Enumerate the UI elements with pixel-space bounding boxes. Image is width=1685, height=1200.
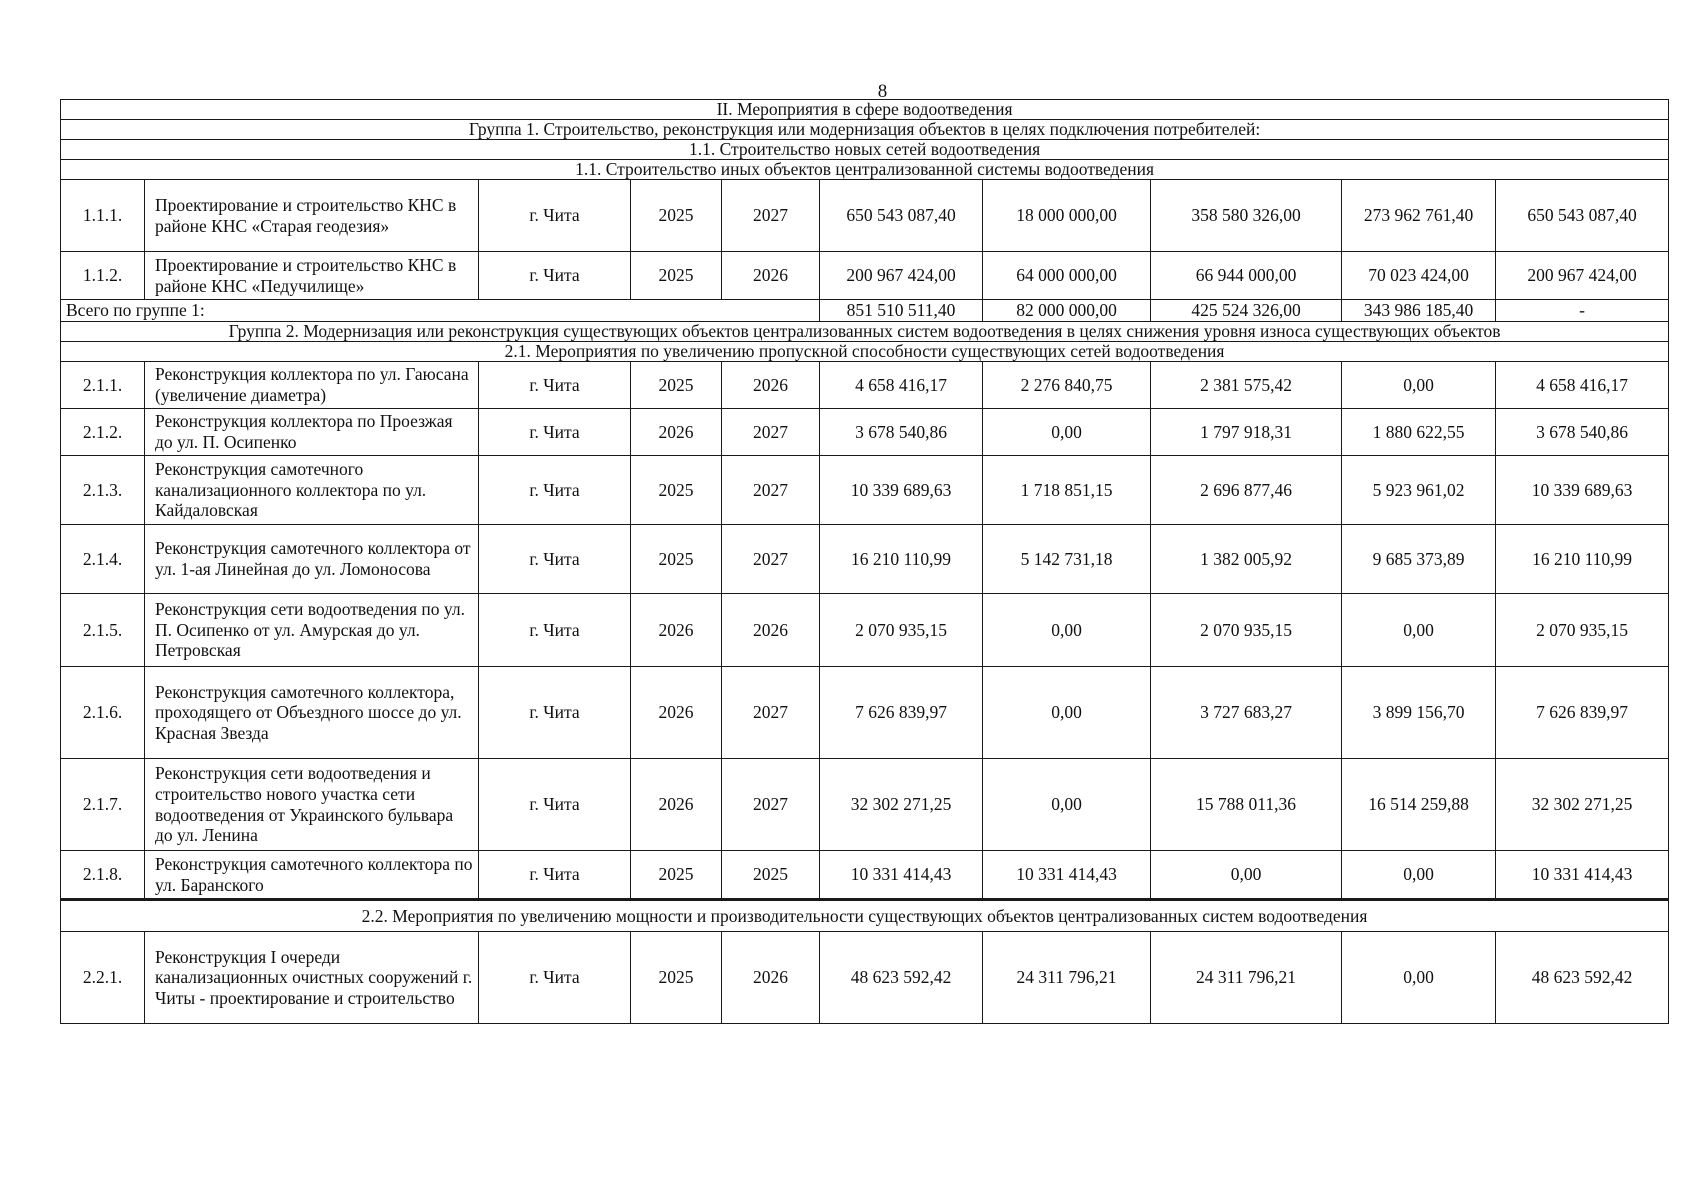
year3-cost: 0,00 — [1342, 851, 1496, 900]
end-year: 2026 — [722, 252, 820, 300]
end-year: 2025 — [722, 851, 820, 900]
total-cost: 200 967 424,00 — [820, 252, 983, 300]
sum-cost: 10 339 689,63 — [1496, 456, 1669, 525]
start-year: 2025 — [631, 362, 722, 409]
group-header-row — [61, 120, 1669, 140]
year3-cost: 16 514 259,88 — [1342, 759, 1496, 851]
year1-cost: 5 142 731,18 — [983, 525, 1151, 594]
city: г. Чита — [479, 759, 631, 851]
table-row — [61, 932, 1669, 1024]
table-row — [61, 851, 1669, 900]
year1-cost: 1 718 851,15 — [983, 456, 1151, 525]
sum-cost: 2 070 935,15 — [1496, 594, 1669, 667]
group1-total-cost: 851 510 511,40 — [820, 300, 983, 322]
year3-cost: 0,00 — [1342, 362, 1496, 409]
sum-cost: 650 543 087,40 — [1496, 180, 1669, 252]
start-year: 2026 — [631, 759, 722, 851]
start-year: 2026 — [631, 667, 722, 759]
city: г. Чита — [479, 932, 631, 1024]
measure-name: Проектирование и строительство КНС в районе КНС «Педучилище» — [145, 252, 479, 300]
group1-total-sum: - — [1496, 300, 1669, 322]
subsection-header-row — [61, 140, 1669, 160]
year3-cost: 70 023 424,00 — [1342, 252, 1496, 300]
year2-cost: 358 580 326,00 — [1151, 180, 1342, 252]
subsection-header-row — [61, 900, 1669, 932]
year3-cost: 0,00 — [1342, 594, 1496, 667]
row-number: 2.1.3. — [61, 456, 145, 525]
year2-cost: 66 944 000,00 — [1151, 252, 1342, 300]
year1-cost: 2 276 840,75 — [983, 362, 1151, 409]
start-year: 2025 — [631, 180, 722, 252]
group-total-row — [61, 300, 1669, 322]
measure-name: Реконструкция самотечного канализационного коллектора по ул. Кайдаловская — [145, 456, 479, 525]
total-cost: 2 070 935,15 — [820, 594, 983, 667]
measures-table — [60, 99, 1669, 1024]
table-row — [61, 667, 1669, 759]
table-row — [61, 456, 1669, 525]
year3-cost: 3 899 156,70 — [1342, 667, 1496, 759]
city: г. Чита — [479, 180, 631, 252]
row-number: 2.1.6. — [61, 667, 145, 759]
group2-subsection-1: 2.1. Мероприятия по увеличению пропускной способности существующих сетей водоотведения — [61, 342, 1669, 362]
table-row — [61, 594, 1669, 667]
end-year: 2027 — [722, 525, 820, 594]
year1-cost: 0,00 — [983, 667, 1151, 759]
subsection-header-row — [61, 342, 1669, 362]
group1-total-label: Всего по группе 1: — [61, 300, 820, 322]
section-title: II. Мероприятия в сфере водоотведения — [61, 100, 1669, 120]
end-year: 2026 — [722, 362, 820, 409]
sum-cost: 32 302 271,25 — [1496, 759, 1669, 851]
end-year: 2026 — [722, 594, 820, 667]
year1-cost: 64 000 000,00 — [983, 252, 1151, 300]
group1-subsection-a: 1.1. Строительство новых сетей водоотведения — [61, 140, 1669, 160]
start-year: 2025 — [631, 932, 722, 1024]
total-cost: 48 623 592,42 — [820, 932, 983, 1024]
end-year: 2027 — [722, 180, 820, 252]
measure-name: Реконструкция самотечного коллектора по ул. Баранского — [145, 851, 479, 900]
measure-name: Реконструкция коллектора по Проезжая до ул. П. Осипенко — [145, 409, 479, 456]
city: г. Чита — [479, 456, 631, 525]
group2-title: Группа 2. Модернизация или реконструкция существующих объектов централизованных систем водоотведения в целях снижения уровня износа существующих объектов — [61, 322, 1669, 342]
end-year: 2027 — [722, 759, 820, 851]
page-number: 8 — [877, 81, 888, 102]
year2-cost: 3 727 683,27 — [1151, 667, 1342, 759]
start-year: 2025 — [631, 456, 722, 525]
city: г. Чита — [479, 851, 631, 900]
year3-cost: 5 923 961,02 — [1342, 456, 1496, 525]
sum-cost: 48 623 592,42 — [1496, 932, 1669, 1024]
total-cost: 650 543 087,40 — [820, 180, 983, 252]
year1-cost: 0,00 — [983, 759, 1151, 851]
year2-cost: 2 070 935,15 — [1151, 594, 1342, 667]
total-cost: 3 678 540,86 — [820, 409, 983, 456]
year3-cost: 273 962 761,40 — [1342, 180, 1496, 252]
table-row — [61, 252, 1669, 300]
group2-subsection-2: 2.2. Мероприятия по увеличению мощности и производительности существующих объектов централизованных систем водоотведения — [61, 900, 1669, 932]
city: г. Чита — [479, 667, 631, 759]
year1-cost: 0,00 — [983, 409, 1151, 456]
measure-name: Реконструкция самотечного коллектора, проходящего от Объездного шоссе до ул. Красная Звезда — [145, 667, 479, 759]
group1-total-year2: 425 524 326,00 — [1151, 300, 1342, 322]
row-number: 2.1.5. — [61, 594, 145, 667]
total-cost: 10 331 414,43 — [820, 851, 983, 900]
section-header-row — [61, 100, 1669, 120]
measure-name: Реконструкция коллектора по ул. Гаюсана (увеличение диаметра) — [145, 362, 479, 409]
sum-cost: 7 626 839,97 — [1496, 667, 1669, 759]
end-year: 2027 — [722, 667, 820, 759]
group1-total-year3: 343 986 185,40 — [1342, 300, 1496, 322]
sum-cost: 16 210 110,99 — [1496, 525, 1669, 594]
group-header-row — [61, 322, 1669, 342]
measure-name: Реконструкция самотечного коллектора от ул. 1-ая Линейная до ул. Ломоносова — [145, 525, 479, 594]
group1-total-year1: 82 000 000,00 — [983, 300, 1151, 322]
measure-name: Реконструкция сети водоотведения по ул. П. Осипенко от ул. Амурская до ул. Петровская — [145, 594, 479, 667]
year2-cost: 0,00 — [1151, 851, 1342, 900]
year1-cost: 18 000 000,00 — [983, 180, 1151, 252]
table-row — [61, 759, 1669, 851]
year3-cost: 0,00 — [1342, 932, 1496, 1024]
end-year: 2026 — [722, 932, 820, 1024]
table-row — [61, 525, 1669, 594]
table-body — [61, 100, 1669, 1024]
row-number: 2.1.7. — [61, 759, 145, 851]
row-number: 2.1.8. — [61, 851, 145, 900]
total-cost: 10 339 689,63 — [820, 456, 983, 525]
row-number: 2.1.1. — [61, 362, 145, 409]
city: г. Чита — [479, 362, 631, 409]
table-row — [61, 180, 1669, 252]
total-cost: 32 302 271,25 — [820, 759, 983, 851]
row-number: 2.1.2. — [61, 409, 145, 456]
sum-cost: 10 331 414,43 — [1496, 851, 1669, 900]
table-row — [61, 362, 1669, 409]
end-year: 2027 — [722, 456, 820, 525]
total-cost: 4 658 416,17 — [820, 362, 983, 409]
year1-cost: 10 331 414,43 — [983, 851, 1151, 900]
city: г. Чита — [479, 594, 631, 667]
year2-cost: 1 797 918,31 — [1151, 409, 1342, 456]
end-year: 2027 — [722, 409, 820, 456]
sum-cost: 200 967 424,00 — [1496, 252, 1669, 300]
start-year: 2025 — [631, 851, 722, 900]
city: г. Чита — [479, 409, 631, 456]
measure-name: Проектирование и строительство КНС в районе КНС «Старая геодезия» — [145, 180, 479, 252]
measure-name: Реконструкция сети водоотведения и строительство нового участка сети водоотведения от Украинского бульвара до ул. Ленина — [145, 759, 479, 851]
year1-cost: 24 311 796,21 — [983, 932, 1151, 1024]
city: г. Чита — [479, 252, 631, 300]
year2-cost: 24 311 796,21 — [1151, 932, 1342, 1024]
row-number: 1.1.1. — [61, 180, 145, 252]
year2-cost: 2 696 877,46 — [1151, 456, 1342, 525]
city: г. Чита — [479, 525, 631, 594]
start-year: 2025 — [631, 525, 722, 594]
total-cost: 7 626 839,97 — [820, 667, 983, 759]
row-number: 2.2.1. — [61, 932, 145, 1024]
year3-cost: 1 880 622,55 — [1342, 409, 1496, 456]
year1-cost: 0,00 — [983, 594, 1151, 667]
sum-cost: 3 678 540,86 — [1496, 409, 1669, 456]
total-cost: 16 210 110,99 — [820, 525, 983, 594]
group1-title: Группа 1. Строительство, реконструкция или модернизация объектов в целях подключения потребителей: — [61, 120, 1669, 140]
row-number: 1.1.2. — [61, 252, 145, 300]
year2-cost: 1 382 005,92 — [1151, 525, 1342, 594]
year2-cost: 2 381 575,42 — [1151, 362, 1342, 409]
table-row — [61, 409, 1669, 456]
row-number: 2.1.4. — [61, 525, 145, 594]
start-year: 2025 — [631, 252, 722, 300]
subsection-header-row — [61, 160, 1669, 180]
year3-cost: 9 685 373,89 — [1342, 525, 1496, 594]
group1-subsection-b: 1.1. Строительство иных объектов централизованной системы водоотведения — [61, 160, 1669, 180]
measure-name: Реконструкция I очереди канализационных очистных сооружений г. Читы - проектирование и строительство — [145, 932, 479, 1024]
start-year: 2026 — [631, 594, 722, 667]
start-year: 2026 — [631, 409, 722, 456]
sum-cost: 4 658 416,17 — [1496, 362, 1669, 409]
year2-cost: 15 788 011,36 — [1151, 759, 1342, 851]
